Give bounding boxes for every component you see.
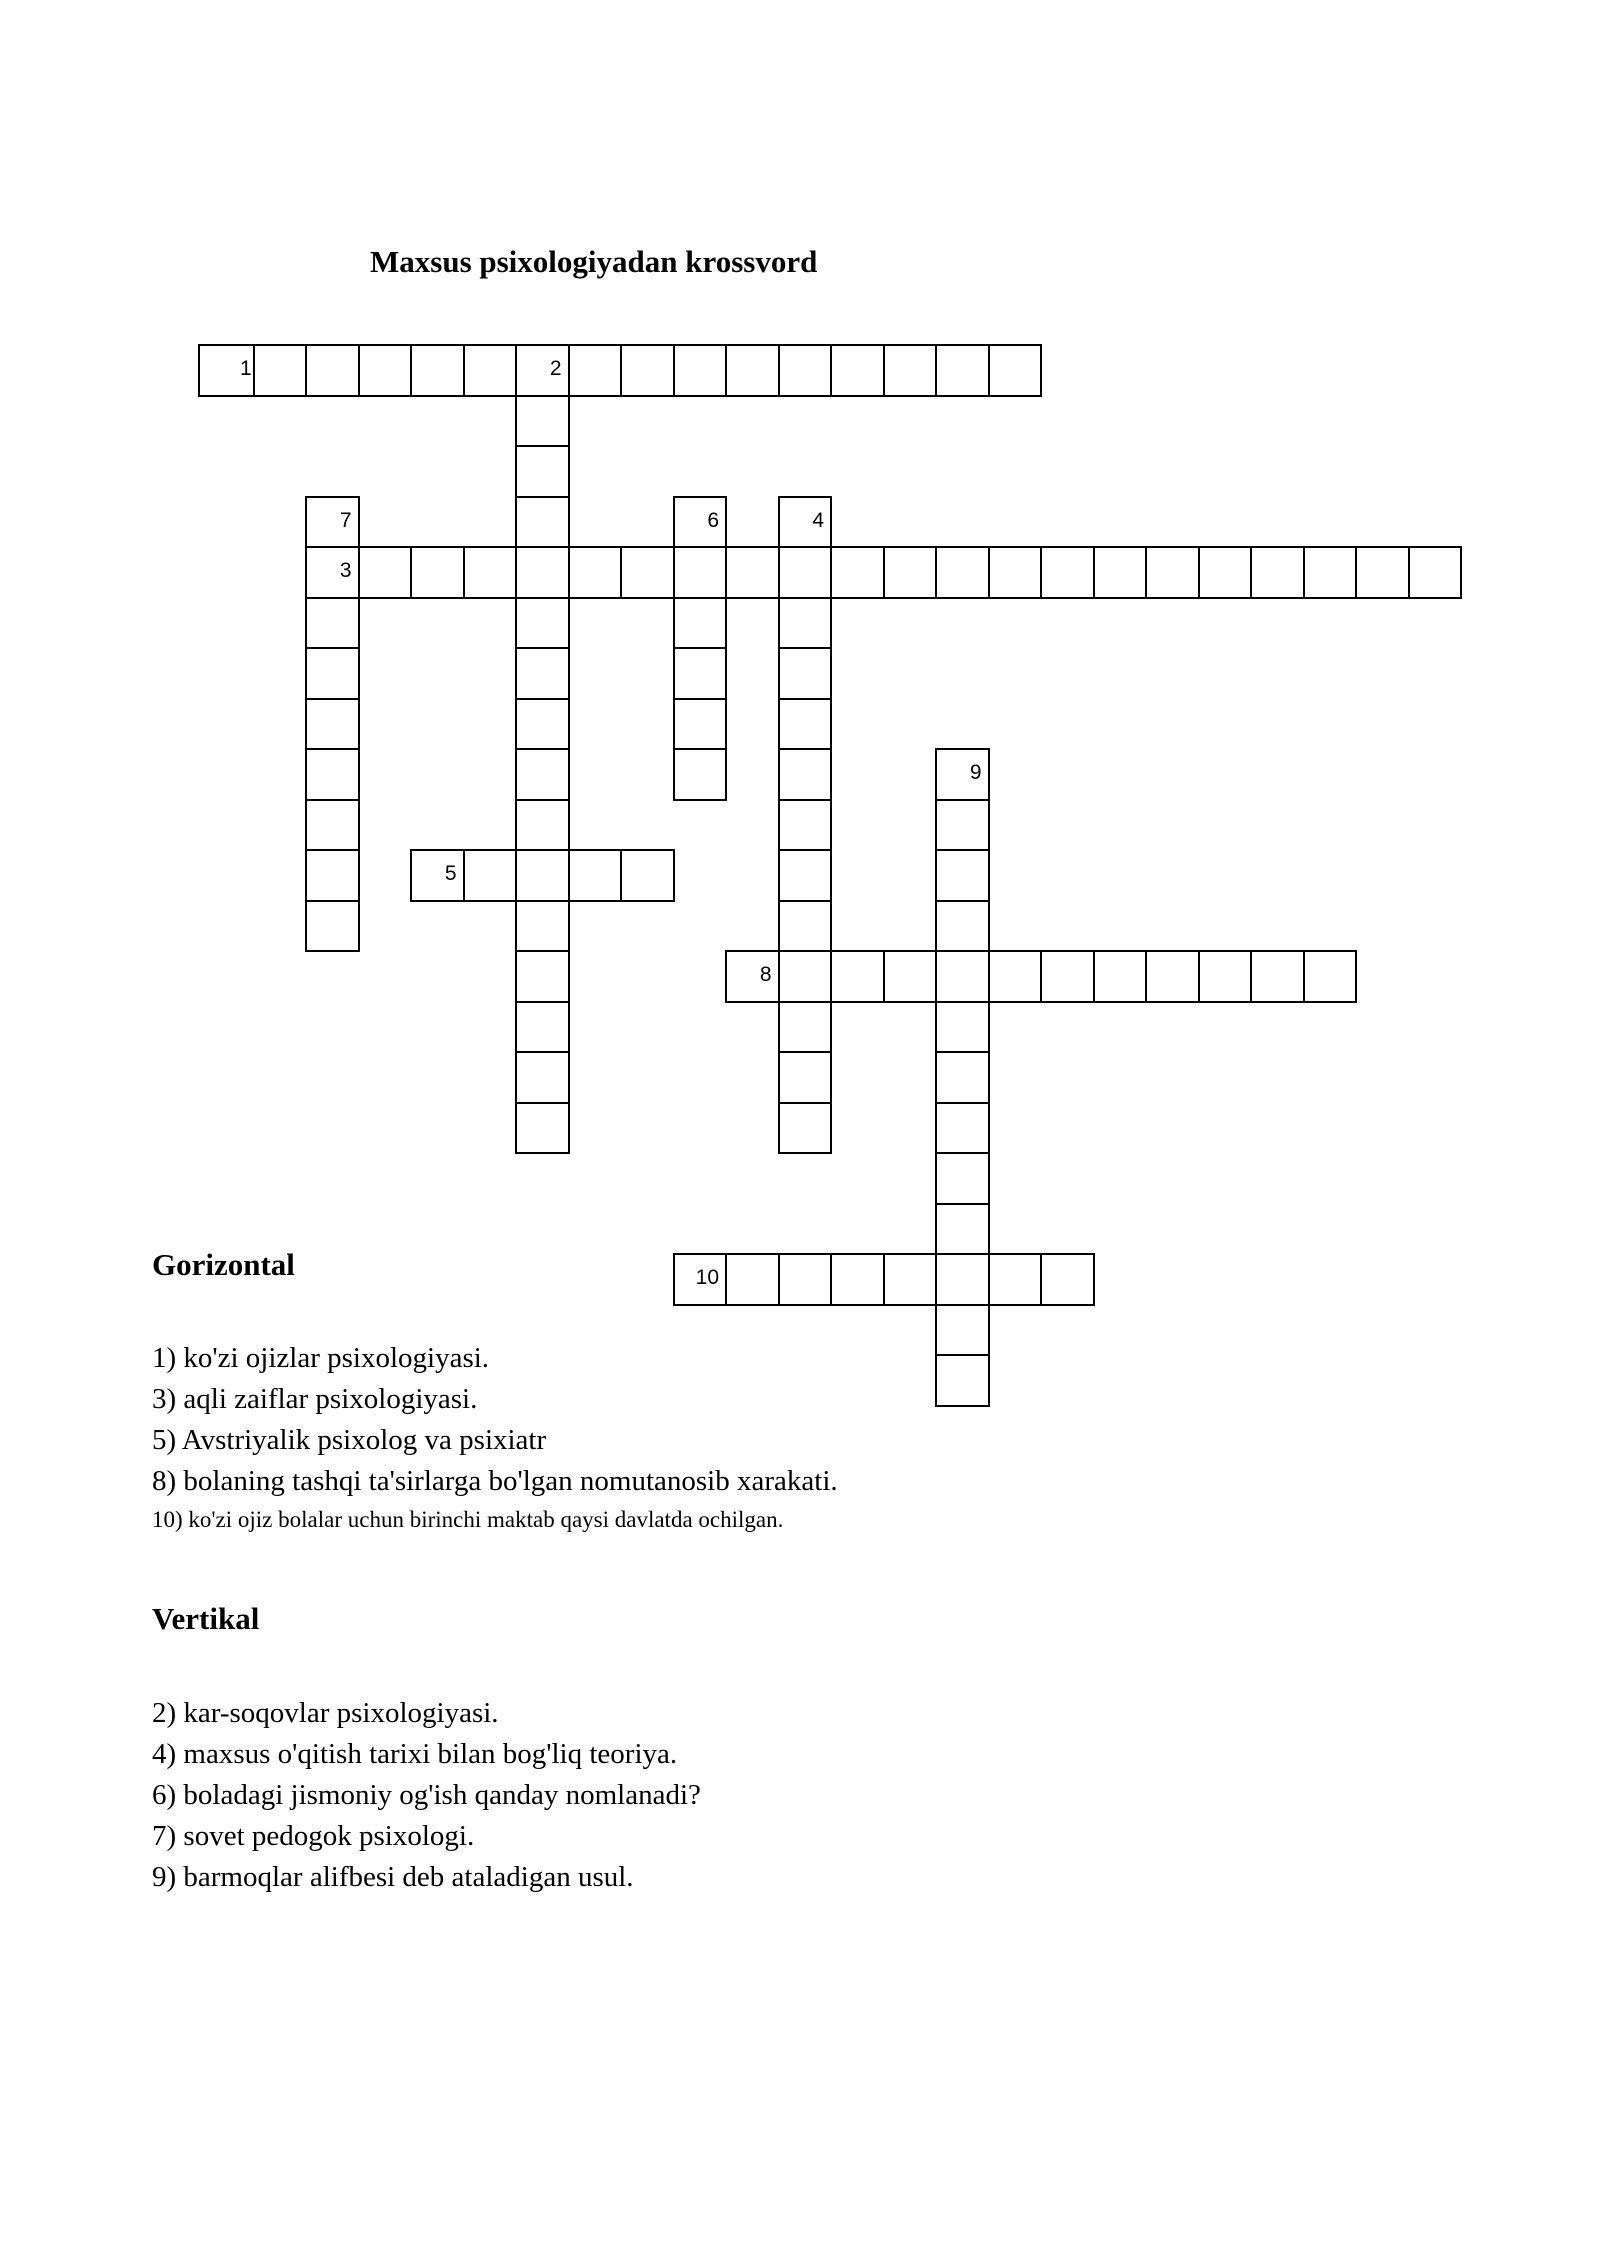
clue-number-3: 3 [339, 559, 352, 582]
crossword-cell[interactable] [515, 496, 570, 549]
crossword-cell[interactable] [830, 950, 885, 1003]
crossword-cell[interactable] [988, 546, 1043, 599]
crossword-cell[interactable] [778, 849, 833, 902]
crossword-cell[interactable] [515, 647, 570, 700]
crossword-cell[interactable] [673, 647, 728, 700]
crossword-cell[interactable] [673, 344, 728, 397]
crossword-cell[interactable] [988, 950, 1043, 1003]
clue-number-9: 9 [969, 761, 982, 784]
crossword-cell[interactable] [305, 698, 360, 751]
crossword-cell[interactable] [725, 1253, 780, 1306]
crossword-cell[interactable] [515, 597, 570, 650]
crossword-cell[interactable] [935, 849, 990, 902]
crossword-cell[interactable] [830, 546, 885, 599]
vertikal-clue: 9) barmoqlar alifbesi deb ataladigan usul. [152, 1861, 634, 1893]
crossword-cell[interactable] [1408, 546, 1463, 599]
crossword-cell[interactable] [935, 950, 990, 1003]
crossword-cell[interactable] [1040, 1253, 1095, 1306]
crossword-cell[interactable] [463, 849, 518, 902]
clue-number-4: 4 [812, 508, 824, 532]
crossword-cell[interactable] [568, 344, 623, 397]
crossword-cell[interactable] [883, 546, 938, 599]
vertikal-clue: 7) sovet pedogok psixologi. [152, 1820, 475, 1852]
crossword-cell[interactable] [778, 799, 833, 852]
gorizontal-clue: 5) Avstriyalik psixolog va psixiatr [152, 1424, 547, 1456]
clue-number-2: 2 [549, 357, 562, 380]
crossword-cell[interactable] [673, 546, 728, 599]
crossword-cell[interactable] [463, 546, 518, 599]
crossword-cell[interactable] [778, 1253, 833, 1306]
crossword-cell[interactable] [305, 799, 360, 852]
crossword-cell[interactable] [463, 344, 518, 397]
crossword-cell[interactable] [778, 1001, 833, 1054]
crossword-cell[interactable] [305, 900, 360, 953]
crossword-cell[interactable] [568, 849, 623, 902]
crossword-cell[interactable] [778, 900, 833, 953]
crossword-cell[interactable] [515, 1001, 570, 1054]
crossword-cell[interactable] [358, 546, 413, 599]
crossword-cell[interactable] [935, 1102, 990, 1155]
crossword-cell[interactable] [988, 1253, 1043, 1306]
crossword-cell[interactable] [778, 597, 833, 650]
vertikal-heading: Vertikal [152, 1601, 260, 1636]
crossword-cell[interactable] [935, 344, 990, 397]
crossword-cell[interactable] [830, 1253, 885, 1306]
crossword-cell[interactable] [515, 849, 570, 902]
crossword-cell[interactable] [935, 799, 990, 852]
vertikal-clue: 4) maxsus o'qitish tarixi bilan bog'liq teoriya. [152, 1738, 678, 1770]
crossword-cell[interactable] [515, 546, 570, 599]
gorizontal-heading: Gorizontal [152, 1247, 295, 1282]
crossword-cell[interactable] [1040, 950, 1095, 1003]
crossword-cell[interactable] [253, 344, 308, 397]
crossword-cell[interactable] [1093, 546, 1148, 599]
gorizontal-clue: 3) aqli zaiflar psixologiyasi. [152, 1383, 478, 1415]
crossword-cell[interactable] [778, 647, 833, 700]
crossword-cell[interactable] [305, 344, 360, 397]
crossword-cell[interactable] [935, 1203, 990, 1256]
crossword-cell[interactable] [515, 900, 570, 953]
crossword-cell[interactable] [515, 799, 570, 852]
crossword-cell[interactable] [935, 1001, 990, 1054]
clue-number-10: 10 [695, 1266, 719, 1289]
crossword-cell[interactable] [1145, 546, 1200, 599]
crossword-cell[interactable] [1303, 950, 1358, 1003]
crossword-cell[interactable] [568, 546, 623, 599]
crossword-cell[interactable] [1198, 950, 1253, 1003]
crossword-cell[interactable] [778, 950, 833, 1003]
crossword-cell[interactable] [358, 344, 413, 397]
crossword-cell[interactable] [883, 950, 938, 1003]
crossword-cell[interactable] [515, 445, 570, 498]
clue-number-6: 6 [707, 508, 719, 532]
clue-number-8: 8 [759, 963, 772, 986]
crossword-cell[interactable] [305, 849, 360, 902]
crossword-cell[interactable] [778, 344, 833, 397]
vertikal-clue: 6) boladagi jismoniy og'ish qanday nomlanadi? [152, 1779, 701, 1811]
crossword-cell[interactable] [1040, 546, 1095, 599]
crossword-cell[interactable] [830, 344, 885, 397]
crossword-cell[interactable] [673, 748, 728, 801]
crossword-cell[interactable] [725, 546, 780, 599]
crossword-cell[interactable] [778, 698, 833, 751]
crossword-cell[interactable] [778, 1102, 833, 1155]
crossword-cell[interactable] [883, 1253, 938, 1306]
crossword-cell[interactable] [673, 698, 728, 751]
crossword-cell[interactable] [620, 546, 675, 599]
crossword-cell[interactable] [620, 849, 675, 902]
crossword-cell[interactable] [935, 1354, 990, 1407]
crossword-cell[interactable] [935, 546, 990, 599]
crossword-cell[interactable] [1303, 546, 1358, 599]
crossword-cell[interactable] [620, 344, 675, 397]
crossword-cell[interactable] [1250, 950, 1305, 1003]
vertikal-clue: 2) kar-soqovlar psixologiyasi. [152, 1697, 499, 1729]
crossword-cell[interactable] [1250, 546, 1305, 599]
crossword-cell[interactable] [515, 950, 570, 1003]
crossword-cell[interactable] [515, 1051, 570, 1104]
crossword-cell[interactable] [410, 546, 465, 599]
crossword-cell[interactable] [778, 546, 833, 599]
crossword-cell[interactable] [410, 344, 465, 397]
crossword-cell[interactable] [1093, 950, 1148, 1003]
crossword-cell[interactable] [935, 900, 990, 953]
crossword-cell[interactable] [673, 597, 728, 650]
crossword-cell[interactable] [515, 748, 570, 801]
crossword-cell[interactable] [988, 344, 1043, 397]
crossword-cell[interactable] [1145, 950, 1200, 1003]
crossword-cell[interactable] [725, 344, 780, 397]
gorizontal-clue: 1) ko'zi ojizlar psixologiyasi. [152, 1342, 490, 1374]
clue-number-7: 7 [339, 508, 352, 532]
clue-number-5: 5 [444, 862, 457, 885]
crossword-cell[interactable] [935, 1253, 990, 1306]
clue-number-1: 1 [240, 357, 252, 380]
crossword-cell[interactable] [778, 748, 833, 801]
vertikal-clue-list [152, 1693, 701, 1898]
crossword-cell[interactable] [515, 395, 570, 448]
gorizontal-clue: 8) bolaning tashqi ta'sirlarga bo'lgan nomutanosib xarakati. [152, 1465, 838, 1497]
crossword-cell[interactable] [305, 647, 360, 700]
crossword-cell[interactable] [305, 597, 360, 650]
crossword-cell[interactable] [883, 344, 938, 397]
crossword-cell[interactable] [935, 1152, 990, 1205]
gorizontal-clue-list [152, 1338, 838, 1538]
crossword-cell[interactable] [935, 1304, 990, 1357]
gorizontal-clue: 10) ko'zi ojiz bolalar uchun birinchi maktab qaysi davlatda ochilgan. [152, 1507, 784, 1532]
crossword-cell[interactable] [778, 1051, 833, 1104]
crossword-cell[interactable] [515, 1102, 570, 1155]
crossword-cell[interactable] [935, 1051, 990, 1104]
crossword-cell[interactable] [1198, 546, 1253, 599]
crossword-cell[interactable] [515, 698, 570, 751]
crossword-cell[interactable] [305, 748, 360, 801]
page-title: Maxsus psixologiyadan krossvord [370, 244, 818, 279]
crossword-cell[interactable] [1355, 546, 1410, 599]
